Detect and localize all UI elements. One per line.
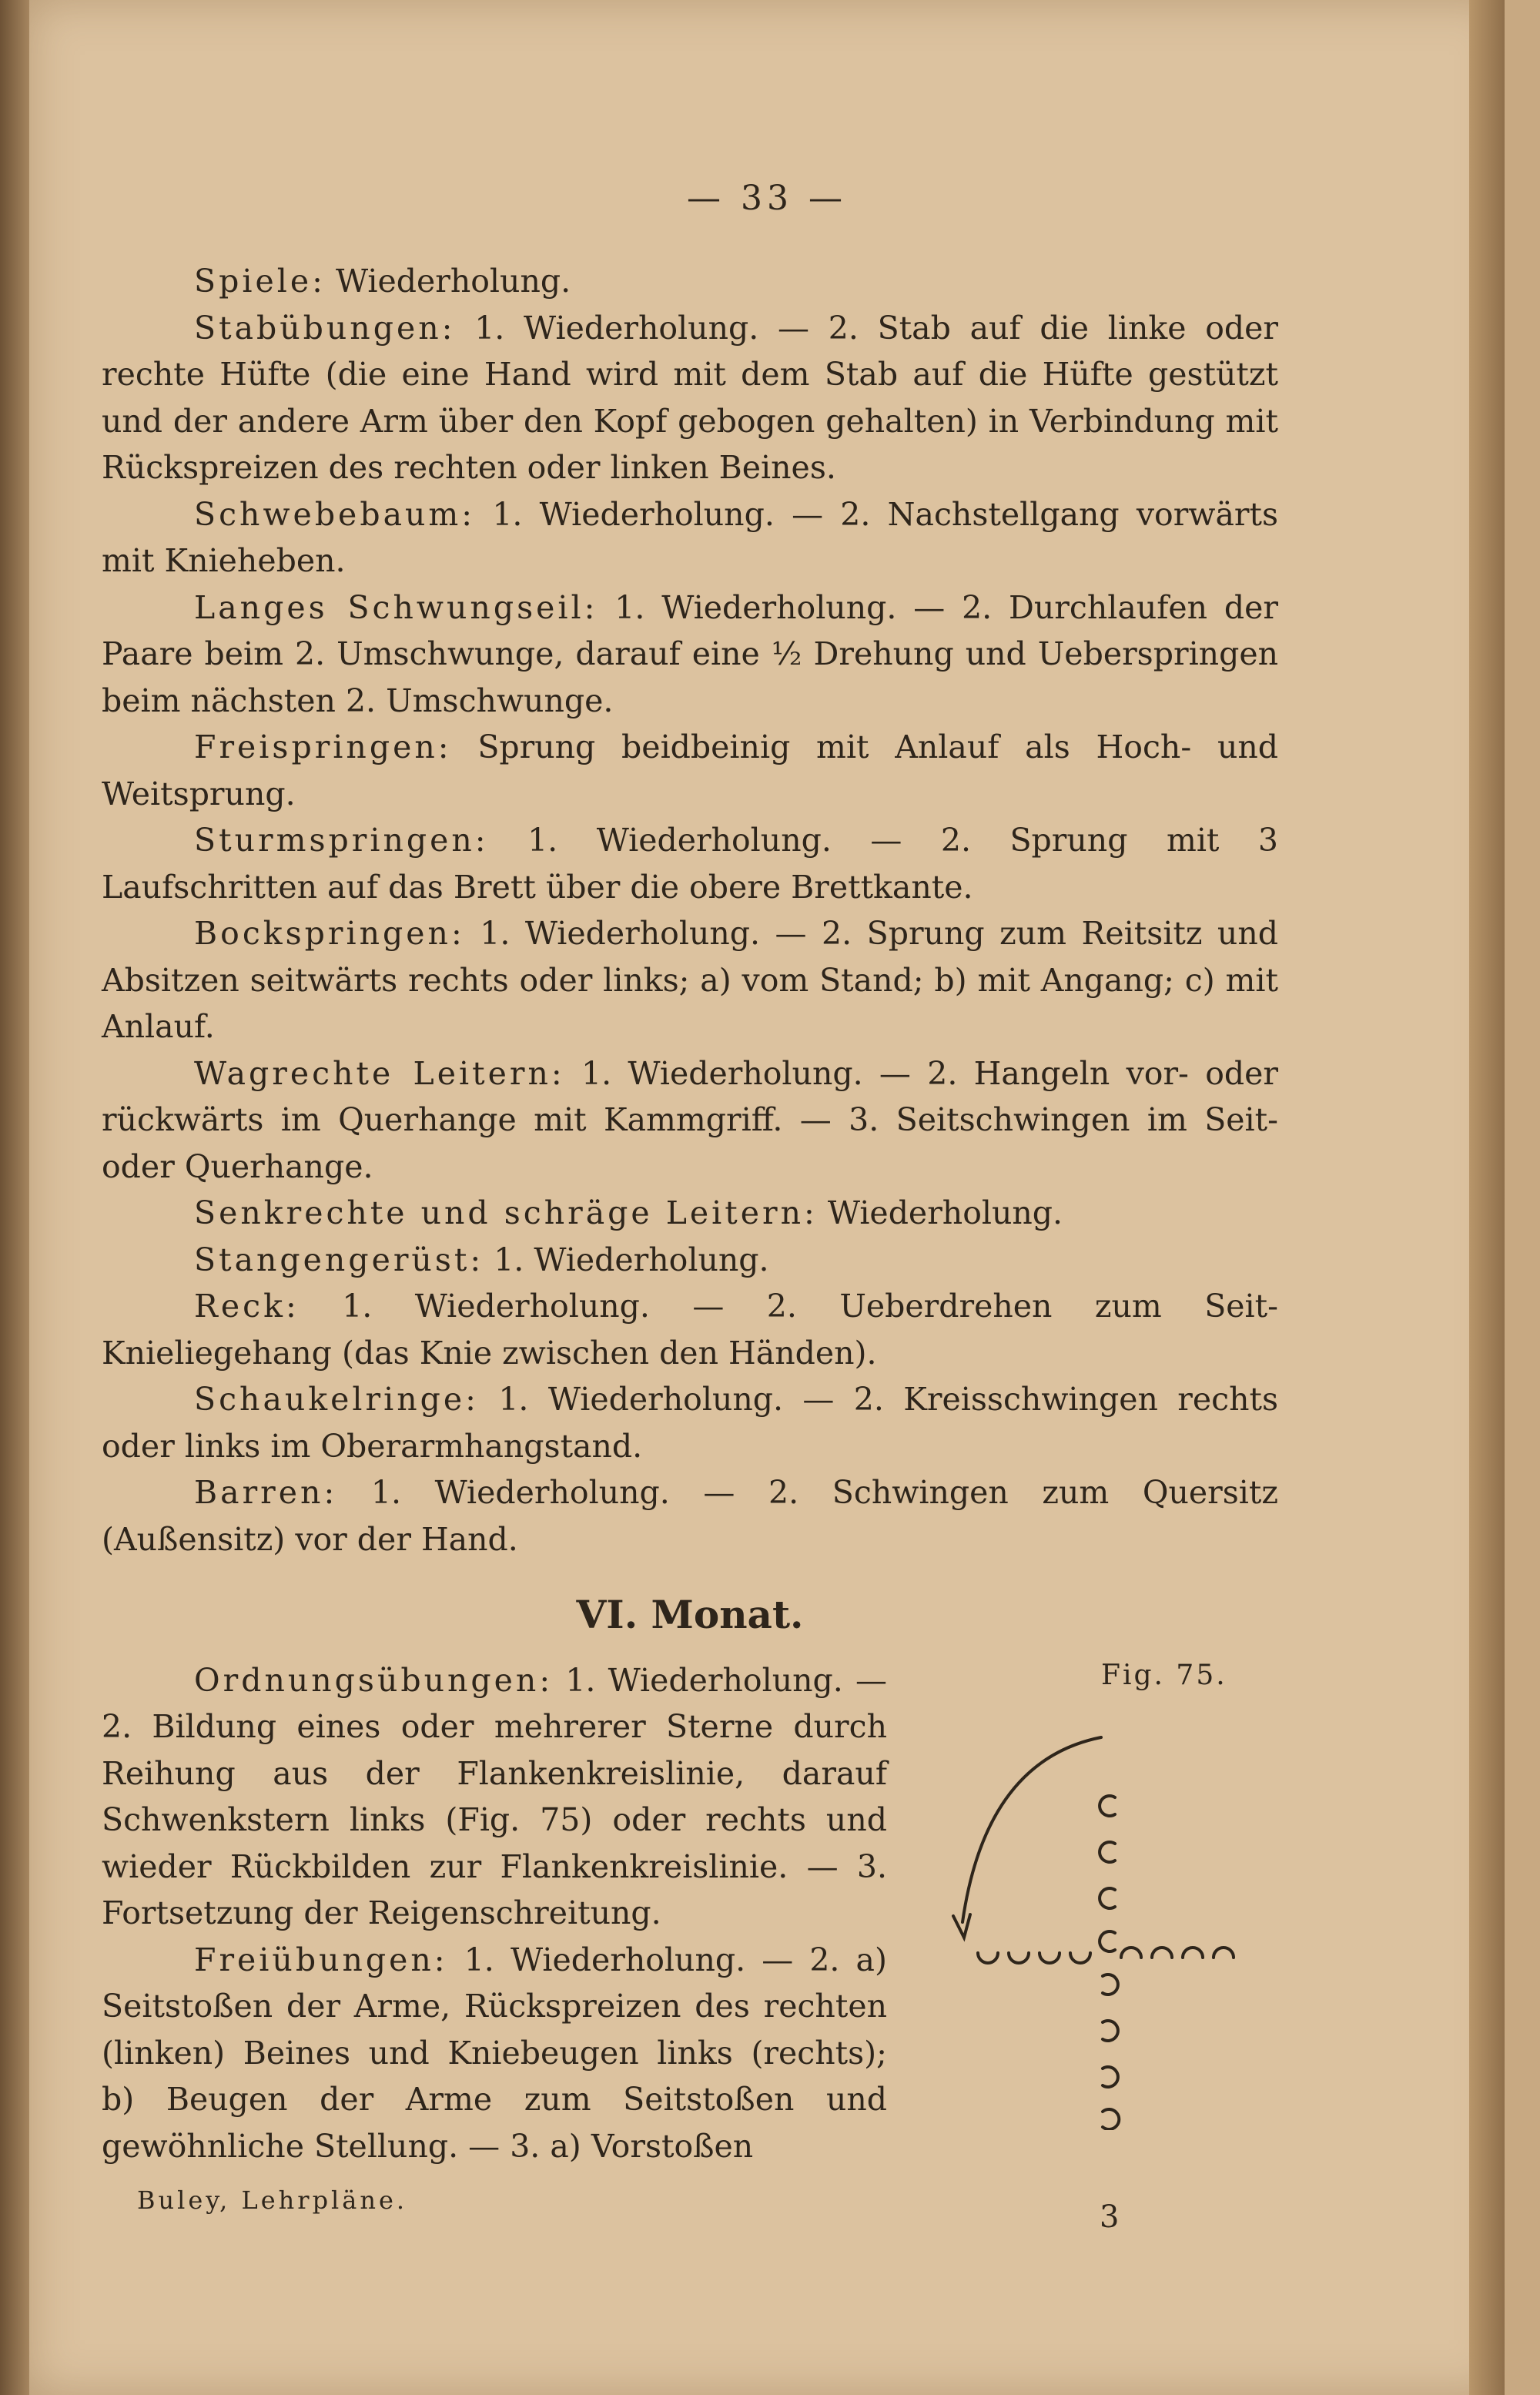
figure-u-3 <box>1040 1953 1060 1963</box>
figure-n-3 <box>1183 1948 1203 1958</box>
paragraph-stabuebungen <box>102 305 1278 491</box>
paragraph-lead: Langes Schwungseil: <box>194 588 598 626</box>
figure-75 <box>909 1653 1309 2192</box>
paragraph-wagrechte-leitern <box>102 1050 1278 1191</box>
figure-u-1 <box>978 1953 998 1963</box>
paragraph-text: Wiederholung. <box>325 263 571 300</box>
paragraph-lead: Schaukelringe: <box>194 1381 479 1418</box>
paragraph-text: 1. Wiederholung. — 2. Nachstellgang vorwärts mit Knieheben. <box>102 495 1278 579</box>
paragraph-text: 1. Wiederholung. — 2. Kreisschwingen rechts oder links im Oberarmhangstand. <box>102 1381 1278 1465</box>
figure-c-1 <box>1100 1796 1115 1816</box>
paragraph-text: Sprung beidbeinig mit Anlauf als Hoch- und Weitsprung. <box>102 729 1278 812</box>
figure-r-4 <box>1103 2109 1119 2129</box>
figure-u-4 <box>1070 1953 1090 1963</box>
paragraph-sturmspringen <box>102 817 1278 910</box>
paragraph-text: 1. Wiederholung. — 2. Stab auf die linke oder rechte Hüfte (die eine Hand wird mit dem Stab auf die Hüfte gestützt und der andere Arm über den Kopf gebogen gehalten) in Verbindung mit Rückspreizen des rechten oder linken Beines. <box>102 309 1278 486</box>
figure-c-4 <box>1100 1931 1115 1951</box>
figure-drawing <box>909 1699 1309 2130</box>
paragraph-text: 1. Wiederholung. — 2. Ueberdrehen zum Seit-Knieliegehang (das Knie zwischen den Händen). <box>102 1288 1278 1372</box>
paragraph-lead: Ordnungsübungen: <box>194 1661 554 1699</box>
footer-sheet-number: 3 <box>1100 2199 1120 2235</box>
page-number: — 33 — <box>687 179 847 218</box>
figure-c-2 <box>1100 1842 1115 1862</box>
paragraph-lead: Freiübungen: <box>194 1941 448 1978</box>
page-edge <box>1469 0 1505 2395</box>
paragraph-freispringen <box>102 724 1278 817</box>
book-spine <box>0 0 29 2395</box>
swing-arc <box>962 1737 1101 1922</box>
figure-n-1 <box>1121 1948 1141 1958</box>
paragraph-stangengeruest <box>102 1237 1278 1284</box>
paragraph-lead: Wagrechte Leitern: <box>194 1054 565 1092</box>
paragraph-lead: Spiele: <box>194 263 326 300</box>
paragraph-reck <box>102 1283 1278 1376</box>
paragraph-text: 1. Wiederholung. — 2. Durchlaufen der Paare beim 2. Umschwunge, darauf eine ½ Drehung und Ueberspringen beim nächsten 2. Umschwunge. <box>102 588 1279 719</box>
figure-r-1 <box>1103 1975 1118 1995</box>
paragraph-lead: Barren: <box>194 1474 338 1511</box>
paragraph-schwungseil <box>102 585 1278 725</box>
figure-u-2 <box>1009 1953 1029 1963</box>
paragraph-text: 1. Wiederholung. — 2. Sprung zum Reitsitz und Absitzen seitwärts rechts oder links; a) vom Stand; b) mit Angang; c) mit Anlauf. <box>102 915 1278 1045</box>
paragraph-lead: Reck: <box>194 1288 300 1325</box>
page-body <box>102 258 1278 2192</box>
paragraph-schwebebaum <box>102 491 1278 585</box>
figure-label: Fig. 75. <box>1101 1659 1227 1691</box>
figure-n-2 <box>1152 1948 1172 1958</box>
paragraph-lead: Stangengerüst: <box>194 1241 484 1278</box>
section-heading: VI. Monat. <box>576 1592 804 1637</box>
paragraph-senkrechte-leitern <box>102 1190 1278 1237</box>
paragraph-schaukelringe <box>102 1376 1278 1469</box>
paragraph-text: Wiederholung. <box>817 1194 1063 1231</box>
paragraph-lead: Freispringen: <box>194 729 452 765</box>
paragraph-lead: Sturmspringen: <box>194 822 489 859</box>
footer-signature: Buley, Lehrpläne. <box>137 2186 408 2215</box>
figure-c-3 <box>1100 1888 1115 1908</box>
paragraph-bockspringen <box>102 910 1278 1050</box>
paragraph-lead: Senkrechte und schräge Leitern: <box>194 1194 818 1231</box>
figure-r-3 <box>1103 2067 1118 2087</box>
paragraph-lead: Schwebebaum: <box>194 495 476 533</box>
paragraph-text: 1. Wiederholung. — 2. Schwingen zum Quersitz (Außensitz) vor der Hand. <box>102 1474 1278 1558</box>
paragraph-text: 1. Wiederholung. <box>484 1241 769 1278</box>
paragraph-barren <box>102 1469 1278 1563</box>
figure-n-4 <box>1214 1948 1234 1958</box>
paragraph-spiele <box>102 258 1278 305</box>
paragraph-lead: Bockspringen: <box>194 915 465 952</box>
paragraph-ordnungsuebungen <box>102 1657 1278 1937</box>
paragraph-text: 1. Wiederholung. — 2. Sprung mit 3 Laufschritten auf das Brett über die obere Brettkante. <box>102 822 1278 906</box>
paragraph-lead: Stabübungen: <box>194 309 456 347</box>
paragraph-text: 1. Wiederholung. — 2. Bildung eines oder mehrerer Sterne durch Reihung aus der Flankenkreislinie, darauf Schwenkstern links (Fig. 75) oder rechts und wieder Rückbilden zur Flankenkreislinie. — 3. Fortsetzung der Reigenschreitung. <box>102 1661 887 1931</box>
paragraph-text: 1. Wiederholung. — 2. a) Seitstoßen der Arme, Rückspreizen des rechten (linken) Beines und Kniebeugen links (rechts); b) Beugen der Arme zum Seitstoßen und gewöhnliche Stellung. — 3. a) Vorstoßen <box>102 1941 887 2165</box>
figure-r-2 <box>1103 2021 1118 2041</box>
paragraph-text: 1. Wiederholung. — 2. Hangeln vor- oder rückwärts im Querhange mit Kammgriff. — 3. Seitschwingen im Seit- oder Querhange. <box>102 1054 1278 1185</box>
